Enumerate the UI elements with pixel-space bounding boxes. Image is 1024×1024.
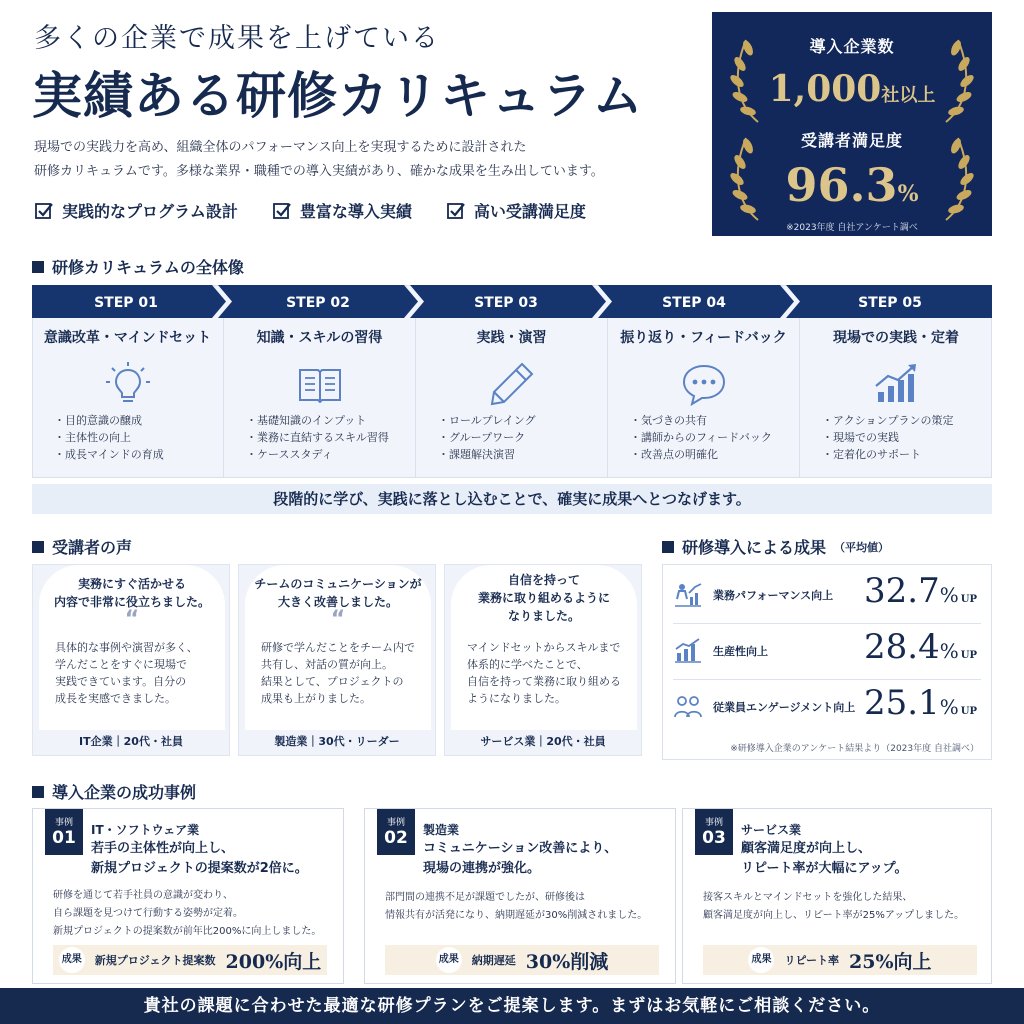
case-body xyxy=(703,889,1003,925)
case-card xyxy=(32,808,344,984)
case-result-value: 30%削減 xyxy=(525,950,609,973)
stats-panel xyxy=(712,12,992,236)
feature-check xyxy=(34,199,238,222)
stats-note: ※2023年度 自社アンケート調べ xyxy=(786,223,918,233)
case-result-badge: 成果 xyxy=(436,947,462,973)
voice-quote-line: チームのコミュニケーションが xyxy=(254,577,422,591)
case-body-line: 新規プロジェクトの提案数が前年比200%に向上しました。 xyxy=(53,926,322,937)
result-label: 業務パフォーマンス向上 xyxy=(713,589,834,602)
voice-card xyxy=(238,564,436,756)
results-heading-text: 研修導入による成果 xyxy=(682,538,827,557)
result-suffix: UP xyxy=(960,594,977,605)
result-label: 生産性向上 xyxy=(713,645,768,658)
hero-desc-line: 研修カリキュラムです。多様な業界・職種での導入実績があり、確かな成果を生み出しています。 xyxy=(34,164,604,179)
voice-body-line: 研修で学んだことをチーム内で xyxy=(261,641,415,654)
case-headline-line: コミュニケーション改善により、 xyxy=(423,841,618,856)
step-item-list xyxy=(438,412,536,463)
satisfaction-unit: % xyxy=(897,181,919,207)
case-badge xyxy=(377,809,415,855)
voice-body-line: 自信を持って業務に取り組める xyxy=(467,675,621,688)
result-value xyxy=(864,627,977,667)
step-item: ・ 目的意識の醸成 xyxy=(54,412,164,429)
result-unit: % xyxy=(939,639,959,663)
curriculum-heading-text: 研修カリキュラムの全体像 xyxy=(52,258,244,277)
voice-body-line: 共有し、対話の質が向上。 xyxy=(261,658,393,671)
case-badge-label: 事例 xyxy=(54,818,73,828)
step-title: 実践・演習 xyxy=(476,330,547,346)
voice-profile: 製造業｜30代・リーダー xyxy=(274,735,400,748)
case-result-badge: 成果 xyxy=(748,947,774,973)
case-body-line: 自ら課題を見つけて行動する姿勢が定着。 xyxy=(53,908,243,919)
step-item: ・ 講師からのフィードバック xyxy=(630,429,772,446)
results-panel xyxy=(662,564,992,760)
step-column xyxy=(800,318,992,478)
case-headline xyxy=(741,839,991,879)
results-heading-note: （平均値） xyxy=(834,540,890,554)
step-item: ・ アクションプランの策定 xyxy=(822,412,953,429)
case-body-line: 部門間の連携不足が課題でしたが、研修後は xyxy=(385,892,585,903)
voice-quote xyxy=(451,571,637,625)
case-headline-line: リピート率が大幅にアップ。 xyxy=(741,861,908,876)
results-heading xyxy=(662,535,889,558)
result-value xyxy=(864,571,977,611)
step-column xyxy=(416,318,608,478)
results-note: ※研修導入企業のアンケート結果より（2023年度 自社調べ） xyxy=(730,744,979,754)
feature-checks xyxy=(34,199,586,222)
feature-check-label: 豊富な導入実績 xyxy=(299,202,412,221)
step-item: ・ 基礎知識のインプット xyxy=(246,412,389,429)
voice-quote-line: 大きく改善しました。 xyxy=(277,595,398,609)
chat-bubble-icon xyxy=(680,360,728,408)
voice-quote-line: 業務に取り組めるように xyxy=(477,591,610,605)
voice-quote-line: 実務にすぐ活かせる xyxy=(77,577,186,591)
voice-body-line: マインドセットからスキルまで xyxy=(467,641,621,654)
growth-chart-icon xyxy=(872,360,920,408)
satisfaction-label: 受講者満足度 xyxy=(800,131,903,150)
result-number: 25.1 xyxy=(864,683,940,723)
companies-number: 1,000 xyxy=(768,68,882,110)
voice-body-line: 成果も上がりました。 xyxy=(261,692,371,705)
voice-profile: IT企業｜20代・社員 xyxy=(79,735,183,748)
voice-body xyxy=(261,639,423,707)
result-number: 32.7 xyxy=(864,571,940,611)
case-headline-line: 若手の主体性が向上し、 xyxy=(91,841,235,856)
voice-card-inner xyxy=(451,565,637,730)
checkbox-icon xyxy=(34,201,54,221)
case-card xyxy=(364,808,676,984)
result-number: 28.4 xyxy=(864,627,940,667)
step-title: 現場での実践・定着 xyxy=(833,330,959,346)
result-row xyxy=(663,679,991,735)
satisfaction-value xyxy=(712,158,992,212)
step-label: STEP 04 xyxy=(662,295,726,311)
lightbulb-icon xyxy=(104,360,152,408)
case-badge-label: 事例 xyxy=(704,818,723,828)
step-item: ・ グループワーク xyxy=(438,429,536,446)
step-item: ・ 現場での実践 xyxy=(822,429,953,446)
performance-icon xyxy=(673,581,703,609)
case-industry: サービス業 xyxy=(741,823,802,837)
voice-card xyxy=(444,564,642,756)
step-label: STEP 02 xyxy=(286,295,350,311)
productivity-chart-icon xyxy=(673,637,703,665)
case-body-line: 情報共有が活発になり、納期遅延が30%削減されました。 xyxy=(385,910,648,921)
section-marker xyxy=(32,786,44,798)
result-suffix: UP xyxy=(960,650,977,661)
result-row xyxy=(663,623,991,679)
voice-card-inner xyxy=(39,565,225,730)
checkbox-icon xyxy=(446,201,466,221)
voice-body-line: 学んだことをすぐに現場で xyxy=(55,658,187,671)
step-item: ・ 気づきの共有 xyxy=(630,412,772,429)
case-badge-label: 事例 xyxy=(386,818,405,828)
case-card xyxy=(682,808,992,984)
hero-description xyxy=(34,136,674,184)
hero-title: 実績ある研修カリキュラム xyxy=(32,66,644,125)
case-badge-number: 03 xyxy=(702,828,726,848)
quote-mark-icon: “ xyxy=(330,607,346,632)
case-body-line: 研修を通じて若手社員の意識が変わり、 xyxy=(53,890,233,901)
companies-unit: 社以上 xyxy=(881,85,936,106)
step-arrows xyxy=(32,285,992,318)
step-item-list xyxy=(630,412,772,463)
curriculum-banner: 段階的に学び、実践に落とし込むことで、確実に成果へとつなげます。 xyxy=(32,484,992,514)
step-column xyxy=(224,318,416,478)
book-icon xyxy=(296,360,344,408)
voice-body-line: 体系的に学べたことで、 xyxy=(467,658,588,671)
voice-body xyxy=(55,639,217,707)
case-badge xyxy=(45,809,83,855)
voice-card-inner xyxy=(245,565,431,730)
case-headline xyxy=(91,839,341,879)
case-result-label: 新規プロジェクト提案数 xyxy=(94,954,216,967)
step-item: ・ 成長マインドの育成 xyxy=(54,446,164,463)
hero-desc-line: 現場での実践力を高め、組織全体のパフォーマンス向上を実現するために設計された xyxy=(34,140,527,155)
checkbox-icon xyxy=(272,201,292,221)
case-industry: IT・ソフトウェア業 xyxy=(91,823,200,837)
case-badge-number: 02 xyxy=(384,828,408,848)
hero-subtitle: 多くの企業で成果を上げている xyxy=(34,23,440,54)
voice-body-line: 成長を実感できました。 xyxy=(55,692,176,705)
result-suffix: UP xyxy=(960,706,977,717)
voice-card xyxy=(32,564,230,756)
pencil-icon xyxy=(488,360,536,408)
curriculum-heading xyxy=(32,255,244,278)
case-result-label: リピート率 xyxy=(784,954,840,967)
step-item: ・ 業務に直結するスキル習得 xyxy=(246,429,389,446)
voice-quote-line: 自信を持って xyxy=(507,573,580,587)
feature-check xyxy=(446,199,586,222)
cases-heading xyxy=(32,780,196,803)
step-item: ・ ケーススタディ xyxy=(246,446,389,463)
step-title: 振り返り・フィードバック xyxy=(620,330,787,346)
voice-quote-line: 内容で非常に役立ちました。 xyxy=(53,595,210,609)
step-item-list xyxy=(246,412,389,463)
voice-body-line: 結果として、プロジェクトの xyxy=(261,675,404,688)
feature-check xyxy=(272,199,412,222)
step-item: ・ 改善点の明確化 xyxy=(630,446,772,463)
step-item: ・ ロールプレイング xyxy=(438,412,536,429)
satisfaction-number: 96.3 xyxy=(785,158,898,212)
quote-mark-icon: “ xyxy=(124,607,140,632)
companies-label: 導入企業数 xyxy=(809,37,895,56)
step-label: STEP 03 xyxy=(474,295,538,311)
case-headline-line: 顧客満足度が向上し、 xyxy=(741,841,872,856)
footer-banner: 貴社の課題に合わせた最適な研修プランをご提案します。まずはお気軽にご相談ください。 xyxy=(0,988,1024,1024)
step-title: 意識改革・マインドセット xyxy=(43,330,212,346)
case-headline-line: 新規プロジェクトの提案数が2倍に。 xyxy=(91,861,308,876)
step-item-list xyxy=(822,412,953,463)
voices-heading-text: 受講者の声 xyxy=(52,538,133,557)
step-column xyxy=(608,318,800,478)
voice-quote-line: なりました。 xyxy=(507,609,580,623)
voice-body-line: 具体的な事例や演習が多く、 xyxy=(55,641,198,654)
feature-check-label: 高い受講満足度 xyxy=(473,202,586,221)
case-body-line: 接客スキルとマインドセットを強化した結果、 xyxy=(703,892,913,903)
case-body xyxy=(385,889,685,925)
case-badge xyxy=(695,809,733,855)
voices-heading xyxy=(32,535,132,558)
step-item-list xyxy=(54,412,164,463)
voice-body-line: ようになりました。 xyxy=(467,692,566,705)
voice-body-line: 実践できています。自分の xyxy=(55,675,187,688)
case-result xyxy=(53,945,327,975)
step-item: ・ 課題解決演習 xyxy=(438,446,536,463)
case-headline-line: 現場の連携が強化。 xyxy=(423,861,541,876)
step-column xyxy=(32,318,224,478)
result-row xyxy=(663,567,991,623)
result-value xyxy=(864,683,977,723)
section-marker xyxy=(662,541,674,553)
voice-profile: サービス業｜20代・社員 xyxy=(480,735,606,748)
case-result-value: 200%向上 xyxy=(225,950,322,973)
case-headline xyxy=(423,839,673,879)
voice-quote xyxy=(39,575,225,611)
case-result xyxy=(703,945,977,975)
voice-quote xyxy=(245,575,431,611)
companies-value xyxy=(712,68,992,110)
case-result xyxy=(385,945,659,975)
case-body-line: 顧客満足度が向上し、リピート率が25%アップしました。 xyxy=(703,910,965,921)
case-industry: 製造業 xyxy=(423,823,460,837)
result-unit: % xyxy=(939,695,959,719)
voice-body xyxy=(467,639,629,707)
case-result-label: 納期遅延 xyxy=(471,954,516,967)
step-label: STEP 01 xyxy=(94,295,158,311)
case-body xyxy=(53,887,353,941)
step-item: ・ 定着化のサポート xyxy=(822,446,953,463)
section-marker xyxy=(32,541,44,553)
step-item: ・ 主体性の向上 xyxy=(54,429,164,446)
case-badge-number: 01 xyxy=(52,828,76,848)
result-label: 従業員エンゲージメント向上 xyxy=(713,701,856,714)
case-result-badge: 成果 xyxy=(59,947,85,973)
step-title: 知識・スキルの習得 xyxy=(256,330,383,346)
case-result-value: 25%向上 xyxy=(849,950,932,973)
people-icon xyxy=(673,693,703,721)
section-marker xyxy=(32,261,44,273)
cases-heading-text: 導入企業の成功事例 xyxy=(52,783,197,802)
feature-check-label: 実践的なプログラム設計 xyxy=(62,202,238,221)
step-label: STEP 05 xyxy=(858,295,922,311)
result-unit: % xyxy=(939,583,959,607)
